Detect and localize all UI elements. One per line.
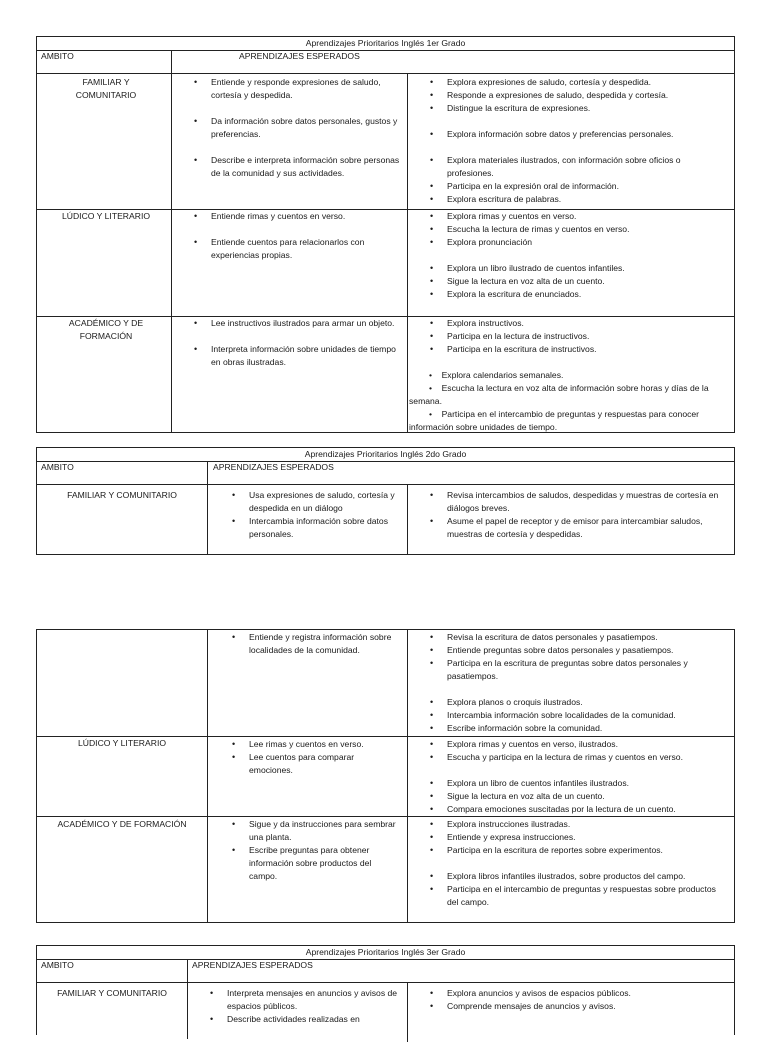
list-item: • Explora rimas y cuentos en verso. [430,211,577,221]
list-spacer [447,141,727,154]
learning-list-right [430,631,729,735]
ambito-familiar-comunitario: FAMILIAR Y COMUNITARIO [67,490,177,500]
column-header-esperados: APRENDIZAJES ESPERADOS [213,462,334,472]
list-spacer [211,330,401,343]
list-item: • Sigue la lectura en voz alta de un cuento. [430,791,605,801]
list-item: • Explora anuncios y avisos de espacios públicos. [430,988,631,998]
list-item: • Explora instrucciones ilustradas. [430,819,571,829]
list-item: • Participa en la expresión oral de información. [430,181,619,191]
list-item: • Escucha la lectura en voz alta de información sobre horas y días de la semana. [409,383,709,406]
list-item: • Entiende y expresa instrucciones. [430,832,576,842]
list-item: • Sigue y da instrucciones para sembrar una planta. [232,819,396,842]
learning-list-right [430,489,729,541]
list-spacer [447,249,727,262]
list-item: • Participa en la escritura de instructivos. [430,344,597,354]
list-item: • Explora libros infantiles ilustrados, sobre productos del campo. [430,871,686,881]
list-item: • Da información sobre datos personales, gustos y preferencias. [194,116,398,139]
table-title: Aprendizajes Prioritarios Inglés 2do Grado [304,449,467,459]
list-spacer [211,223,401,236]
learning-list-right [430,76,727,206]
list-item: • Entiende y responde expresiones de saludo, cortesía y despedida. [194,77,381,100]
ambito-familiar-comunitario: FAMILIAR Y COMUNITARIO [75,77,137,100]
ambito-ludico-literario: LÚDICO Y LITERARIO [77,738,167,748]
list-item: • Explora un libro ilustrado de cuentos infantiles. [430,263,625,273]
list-item: • Entiende y registra información sobre localidades de la comunidad. [232,632,392,655]
table-2do-grado [36,447,735,555]
list-item: • Participa en el intercambio de preguntas y respuestas para conocer información sobre unidades de tiempo. [409,409,700,432]
list-item: • Lee rimas y cuentos en verso. [232,739,364,749]
list-item: • Participa en el intercambio de preguntas y respuestas sobre productos del campo. [430,884,716,907]
list-item: • Usa expresiones de saludo, cortesía y despedida en un diálogo [232,490,395,513]
learning-list-left [194,76,401,180]
list-item: • Escucha la lectura de rimas y cuentos en verso. [430,224,630,234]
list-item: • Participa en la escritura de preguntas sobre datos personales y pasatiempos. [430,658,688,681]
list-item: • Lee cuentos para comparar emociones. [232,752,355,775]
table-3er-grado [36,945,735,1035]
learning-list-left [232,489,399,541]
list-spacer [447,857,729,870]
list-item: • Sigue la lectura en voz alta de un cuento. [430,276,605,286]
list-item: • Comprende mensajes de anuncios y avisos. [430,1001,616,1011]
column-header-ambito: AMBITO [41,960,74,970]
column-header-esperados: APRENDIZAJES ESPERADOS [239,51,360,61]
list-item: • Explora escritura de palabras. [430,194,562,204]
list-item: • Revisa intercambios de saludos, despedidas y muestras de cortesía en diálogos breves. [430,490,719,513]
list-item: • Describe e interpreta información sobre personas de la comunidad y sus actividades. [194,155,400,178]
list-item: • Revisa la escritura de datos personales y pasatiempos. [430,632,658,642]
list-spacer [447,115,727,128]
list-item: • Explora materiales ilustrados, con información sobre oficios o profesiones. [430,155,681,178]
list-spacer [447,764,729,777]
list-item: • Intercambia información sobre datos personales. [232,516,389,539]
list-item: • Escribe preguntas para obtener información sobre productos del campo. [232,845,372,881]
list-item: • Explora instructivos. [430,318,524,328]
list-item: • Lee instructivos ilustrados para armar un objeto. [194,318,395,328]
list-item: • Explora calendarios semanales. [429,370,564,380]
learning-list-left [232,631,399,657]
learning-list-left [210,987,399,1026]
list-item: • Intercambia información sobre localidades de la comunidad. [430,710,676,720]
column-header-ambito: AMBITO [41,462,74,472]
list-item: • Compara emociones suscitadas por la lectura de un cuento. [430,804,676,814]
learning-list-right [430,818,729,909]
list-spacer [447,683,729,696]
learning-list-right [430,210,727,301]
list-item: • Entiende preguntas sobre datos personales y pasatiempos. [430,645,674,655]
list-item: • Describe actividades realizadas en [210,1014,360,1024]
column-header-esperados: APRENDIZAJES ESPERADOS [192,960,313,970]
learning-list-left [232,738,399,777]
list-item: • Escucha y participa en la lectura de rimas y cuentos en verso. [430,752,683,762]
learning-list-left [232,818,399,883]
ambito-ludico-literario: LÚDICO Y LITERARIO [61,211,151,221]
list-item: • Participa en la escritura de reportes sobre experimentos. [430,845,663,855]
list-item: • Explora la escritura de enunciados. [430,289,582,299]
list-item: • Entiende cuentos para relacionarlos con experiencias propias. [194,237,365,260]
table-1er-grado [36,36,735,433]
list-item: • Entiende rimas y cuentos en verso. [194,211,346,221]
table-2do-grado-continuation [36,629,735,923]
column-header-ambito: AMBITO [41,51,74,61]
ambito-academico-formacion: ACADÉMICO Y DE FORMACIÓN [57,819,187,829]
list-item: • Interpreta mensajes en anuncios y avisos de espacios públicos. [210,988,398,1011]
list-item: • Explora rimas y cuentos en verso, ilustrados. [430,739,618,749]
list-item: • Explora planos o croquis ilustrados. [430,697,583,707]
list-item: • Asume el papel de receptor y de emisor para intercambiar saludos, muestras de cortesía y despedidas. [430,516,703,539]
ambito-academico-formacion: ACADÉMICO Y DE FORMACIÓN [68,318,144,341]
list-item: • Interpreta información sobre unidades de tiempo en obras ilustradas. [194,344,396,367]
list-item: • Distingue la escritura de expresiones. [430,103,591,113]
learning-list-left [194,210,401,262]
list-item: • Explora información sobre datos y preferencias personales. [430,129,674,139]
list-item: • Escribe información sobre la comunidad. [430,723,603,733]
list-item: • Participa en la lectura de instructivos. [430,331,590,341]
list-item: • Responde a expresiones de saludo, despedida y cortesía. [430,90,669,100]
list-item: • Explora un libro de cuentos infantiles ilustrados. [430,778,630,788]
ambito-familiar-comunitario: FAMILIAR Y COMUNITARIO [57,988,167,998]
learning-list-right [409,317,731,434]
table-title: Aprendizajes Prioritarios Inglés 1er Grado [305,38,466,48]
list-spacer [211,102,401,115]
list-item: • Explora pronunciación [430,237,533,247]
learning-list-left [194,317,401,369]
learning-list-right [430,738,729,816]
list-item: • Explora expresiones de saludo, cortesía y despedida. [430,77,651,87]
table-title: Aprendizajes Prioritarios Inglés 3er Grado [305,947,466,957]
learning-list-right [430,987,729,1013]
list-spacer [211,141,401,154]
